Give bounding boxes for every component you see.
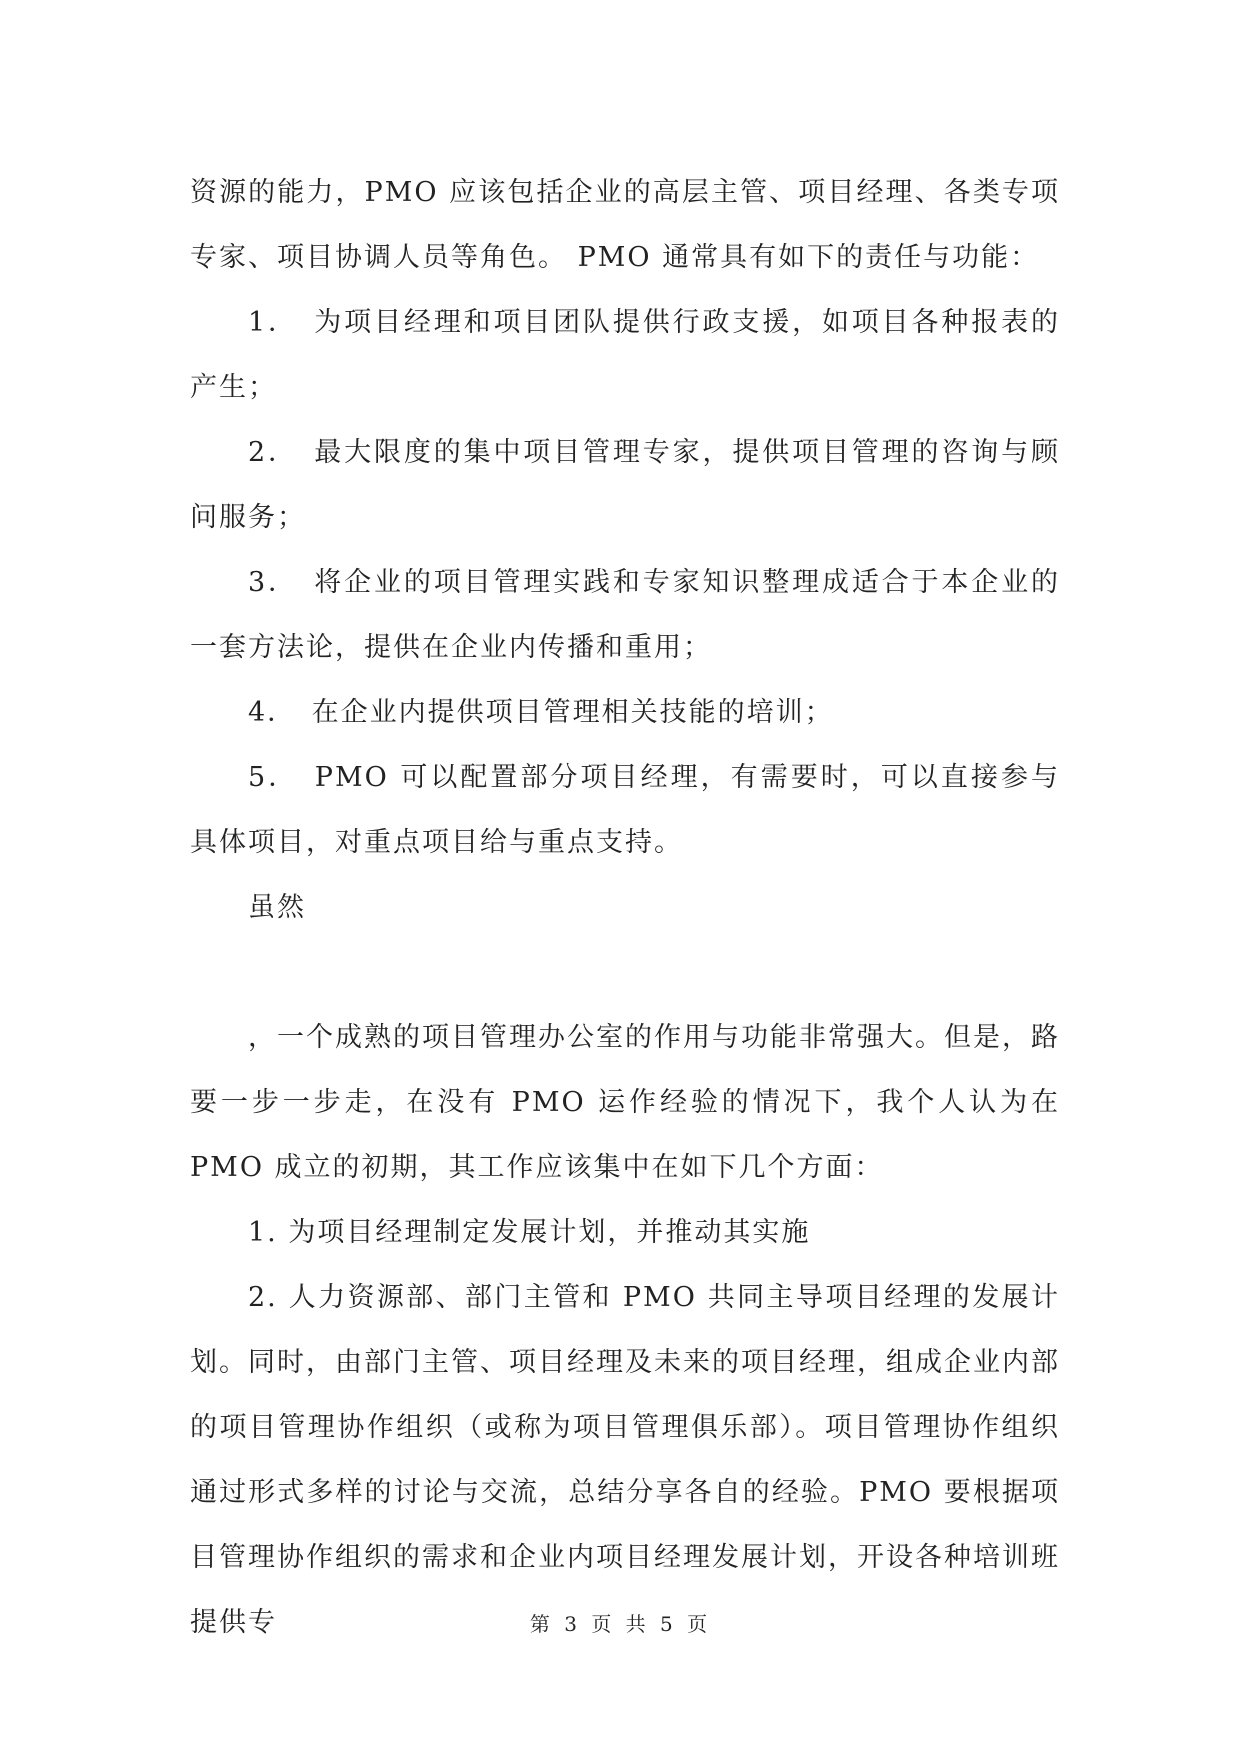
list-item: 4． 在企业内提供项目管理相关技能的培训； (248, 697, 834, 728)
list-item: 1． 为项目经理和项目团队提供行政支援，如项目各种报表的产生； (190, 307, 1060, 403)
paragraph: 资源的能力，PMO 应该包括企业的高层主管、项目经理、各类专项专家、项目协调人员等角色。 PMO 通常具有如下的责任与功能： (190, 177, 1060, 273)
paragraph: ，一个成熟的项目管理办公室的作用与功能非常强大。但是，路要一步一步走，在没有 PMO 运作经验的情况下，我个人认为在 PMO 成立的初期，其工作应该集中在如下几个方面： (190, 1022, 1060, 1183)
list-item: 3． 将企业的项目管理实践和专家知识整理成适合于本企业的一套方法论，提供在企业内传播和重用； (190, 567, 1060, 663)
paragraph: 虽然 (248, 892, 306, 923)
list-item: 5． PMO 可以配置部分项目经理，有需要时，可以直接参与具体项目，对重点项目给与重点支持。 (190, 762, 1060, 858)
page-number-footer: 第 3 页 共 5 页 (529, 1612, 712, 1636)
list-item: 1. 为项目经理制定发展计划，并推动其实施 (248, 1217, 811, 1248)
document-body (190, 160, 1060, 1655)
blank-gap (190, 940, 1060, 1005)
list-item: 2． 最大限度的集中项目管理专家，提供项目管理的咨询与顾问服务； (190, 437, 1060, 533)
list-item: 2. 人力资源部、部门主管和 PMO 共同主导项目经理的发展计划。同时，由部门主管、项目经理及未来的项目经理，组成企业内部的项目管理协作组织（或称为项目管理俱乐部）。项目管理协作组织通过形式多样的讨论与交流，总结分享各自的经验。PMO 要根据项目管理协作组织的需求和企业内项目经理发展计划，开设各种培训班提供专 (190, 1282, 1060, 1638)
